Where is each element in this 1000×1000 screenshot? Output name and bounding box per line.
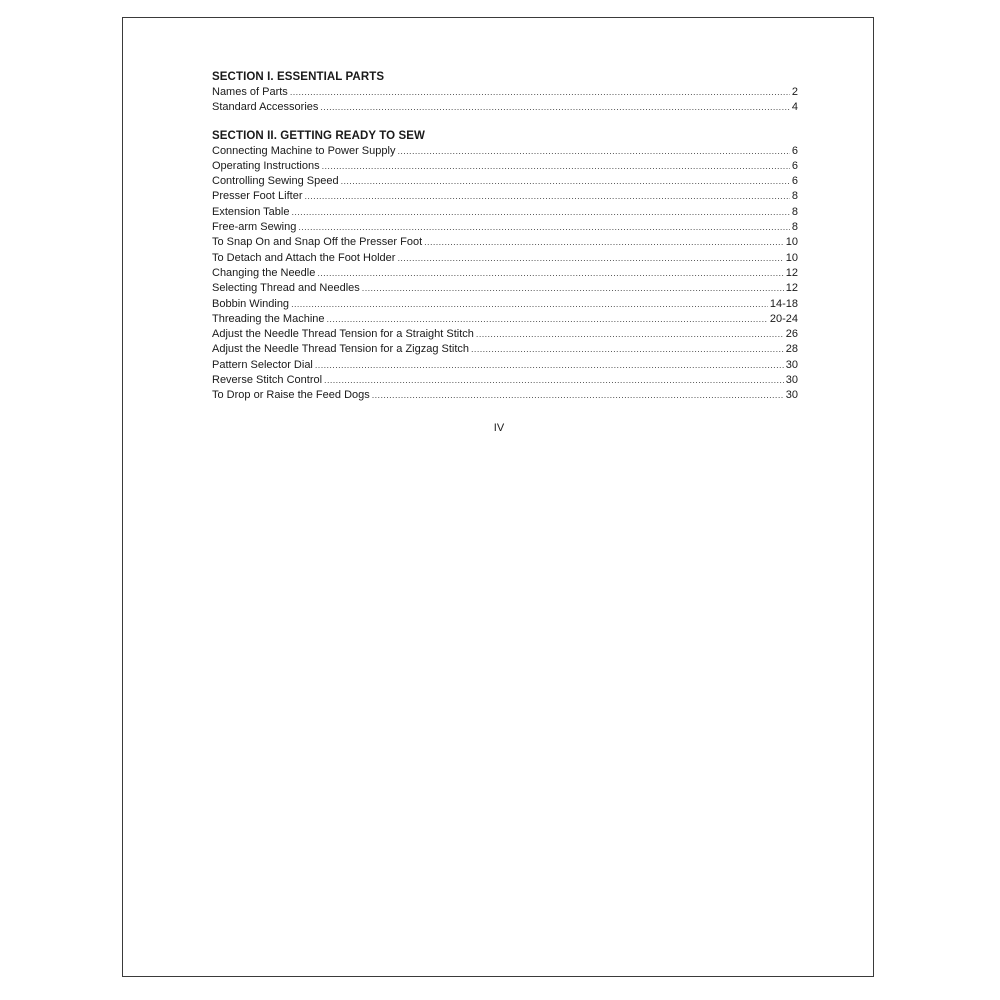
page-number: IV bbox=[493, 422, 505, 434]
toc-entry bbox=[212, 388, 798, 403]
dot-leader bbox=[362, 281, 784, 296]
dot-leader bbox=[397, 251, 783, 266]
section-title: SECTION I. ESSENTIAL PARTS bbox=[212, 71, 385, 83]
toc-entry-page: 8 bbox=[791, 221, 798, 234]
toc-entry bbox=[212, 235, 798, 250]
toc-entry-label: Free-arm Sewing bbox=[212, 221, 297, 234]
toc-entry-page: 30 bbox=[785, 358, 798, 371]
toc-entry-label: Presser Foot Lifter bbox=[212, 190, 303, 203]
toc-entry-label: Operating Instructions bbox=[212, 159, 320, 172]
toc-entry-page: 8 bbox=[791, 205, 798, 218]
toc-entry bbox=[212, 174, 798, 189]
dot-leader bbox=[324, 373, 784, 388]
toc-entry-label: Names of Parts bbox=[212, 86, 288, 98]
dot-leader bbox=[322, 159, 790, 174]
toc-entry bbox=[212, 85, 798, 100]
dot-leader bbox=[291, 297, 768, 312]
toc-entry-page: 30 bbox=[785, 374, 798, 387]
toc-entry-label: Standard Accessories bbox=[212, 101, 319, 114]
toc-entry bbox=[212, 327, 798, 342]
dot-leader bbox=[327, 312, 768, 327]
dot-leader bbox=[320, 100, 789, 115]
dot-leader bbox=[317, 266, 783, 281]
toc-entry bbox=[212, 189, 798, 204]
dot-leader bbox=[397, 144, 789, 159]
toc-entry bbox=[212, 251, 798, 266]
toc-entry bbox=[212, 205, 798, 220]
table-of-contents bbox=[212, 70, 798, 404]
toc-entry-page: 30 bbox=[785, 389, 798, 402]
toc-entry-label: Extension Table bbox=[212, 205, 290, 218]
toc-entry-page: 14-18 bbox=[769, 297, 798, 310]
toc-entry-page: 6 bbox=[791, 144, 798, 157]
toc-entry-label: Pattern Selector Dial bbox=[212, 358, 313, 371]
toc-entry-label: Controlling Sewing Speed bbox=[212, 175, 339, 188]
toc-entry-label: Changing the Needle bbox=[212, 266, 316, 279]
toc-entry bbox=[212, 159, 798, 174]
document-page bbox=[122, 17, 874, 977]
toc-entry-page: 8 bbox=[791, 190, 798, 203]
toc-entry-page: 4 bbox=[791, 101, 798, 114]
toc-entry bbox=[212, 266, 798, 281]
toc-entry bbox=[212, 144, 798, 159]
toc-entry bbox=[212, 220, 798, 235]
toc-entry-page: 26 bbox=[785, 328, 798, 341]
toc-entry-page: 10 bbox=[785, 236, 798, 249]
toc-entry-label: Bobbin Winding bbox=[212, 297, 290, 310]
toc-entry bbox=[212, 297, 798, 312]
dot-leader bbox=[315, 358, 784, 373]
dot-leader bbox=[341, 174, 790, 189]
toc-entry bbox=[212, 281, 798, 296]
dot-leader bbox=[471, 342, 784, 357]
section-title: SECTION II. GETTING READY TO SEW bbox=[212, 129, 425, 142]
toc-entry-label: Reverse Stitch Control bbox=[212, 374, 323, 387]
toc-entry-page: 20-24 bbox=[769, 312, 798, 325]
toc-entry bbox=[212, 342, 798, 357]
toc-entry-label: Threading the Machine bbox=[212, 312, 325, 325]
toc-entry bbox=[212, 312, 798, 327]
toc-entry-page: 10 bbox=[785, 251, 798, 264]
toc-entry-label: Adjust the Needle Thread Tension for a Zigzag Stitch bbox=[212, 343, 470, 356]
toc-section-getting-ready bbox=[212, 129, 798, 404]
toc-entry-label: Selecting Thread and Needles bbox=[212, 282, 360, 295]
dot-leader bbox=[476, 327, 784, 342]
toc-entry-label: To Detach and Attach the Foot Holder bbox=[212, 251, 396, 264]
toc-entry bbox=[212, 100, 798, 115]
toc-entry-label: To Snap On and Snap Off the Presser Foot bbox=[212, 236, 423, 249]
dot-leader bbox=[304, 189, 789, 204]
toc-entry bbox=[212, 358, 798, 373]
dot-leader bbox=[298, 220, 790, 235]
toc-entry-page: 28 bbox=[785, 343, 798, 356]
dot-leader bbox=[290, 85, 790, 100]
toc-entry-page: 6 bbox=[791, 159, 798, 172]
toc-entry-page: 6 bbox=[791, 175, 798, 188]
dot-leader bbox=[291, 205, 789, 220]
toc-entry-label: Connecting Machine to Power Supply bbox=[212, 144, 396, 157]
dot-leader bbox=[372, 388, 784, 403]
dot-leader bbox=[424, 235, 784, 250]
toc-section-essential-parts bbox=[212, 70, 798, 116]
toc-entry-page: 12 bbox=[785, 266, 798, 279]
toc-entry-label: Adjust the Needle Thread Tension for a Straight Stitch bbox=[212, 328, 474, 341]
toc-entry bbox=[212, 373, 798, 388]
toc-entry-page: 2 bbox=[791, 86, 798, 98]
toc-entry-label: To Drop or Raise the Feed Dogs bbox=[212, 389, 370, 402]
toc-entry-page: 12 bbox=[785, 282, 798, 295]
